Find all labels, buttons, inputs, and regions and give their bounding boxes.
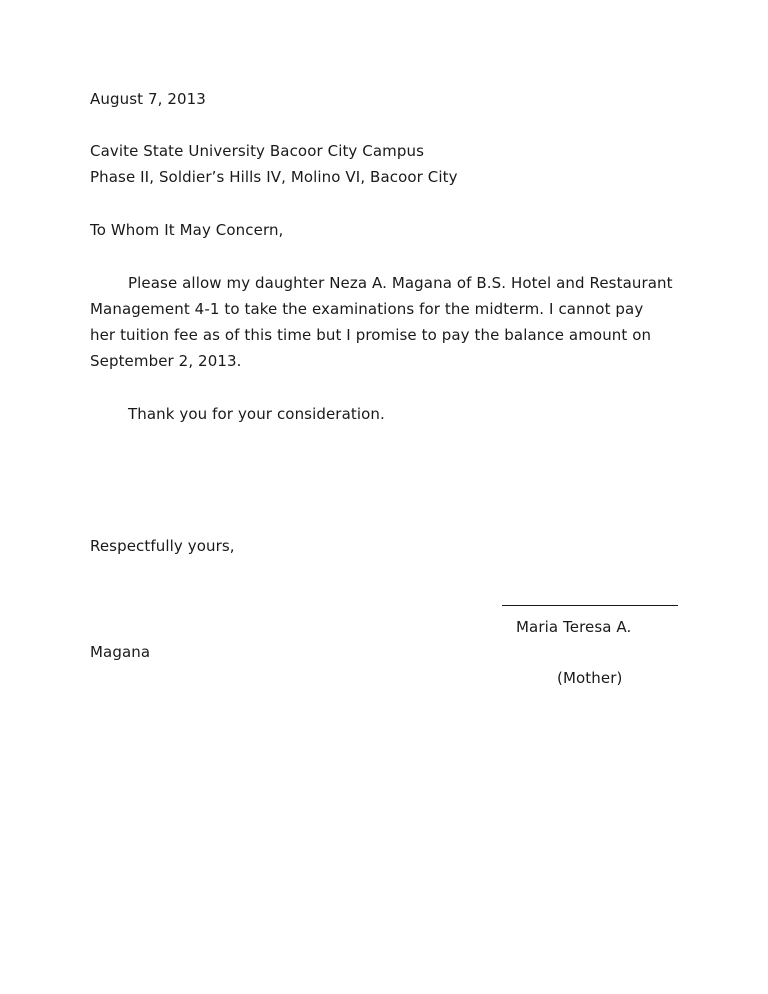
signature-name-part-2: Magana [90, 643, 151, 661]
closing-line: Respectfully yours, [90, 537, 235, 555]
signature-name-part-1: Maria Teresa A. [516, 618, 632, 636]
signature-role: (Mother) [557, 669, 623, 687]
letter-date: August 7, 2013 [90, 90, 206, 108]
body-line-2: Management 4-1 to take the examinations for the midterm. I cannot pay [90, 300, 644, 318]
body-line-3: her tuition fee as of this time but I promise to pay the balance amount on [90, 326, 652, 344]
signature-line [502, 605, 678, 606]
thanks-line: Thank you for your consideration. [128, 405, 385, 423]
body-line-1: Please allow my daughter Neza A. Magana of B.S. Hotel and Restaurant [128, 274, 673, 292]
body-line-4: September 2, 2013. [90, 352, 242, 370]
salutation: To Whom It May Concern, [90, 221, 284, 239]
recipient-line-2: Phase II, Soldier’s Hills IV, Molino VI, Bacoor City [90, 168, 458, 186]
recipient-line-1: Cavite State University Bacoor City Campus [90, 142, 425, 160]
